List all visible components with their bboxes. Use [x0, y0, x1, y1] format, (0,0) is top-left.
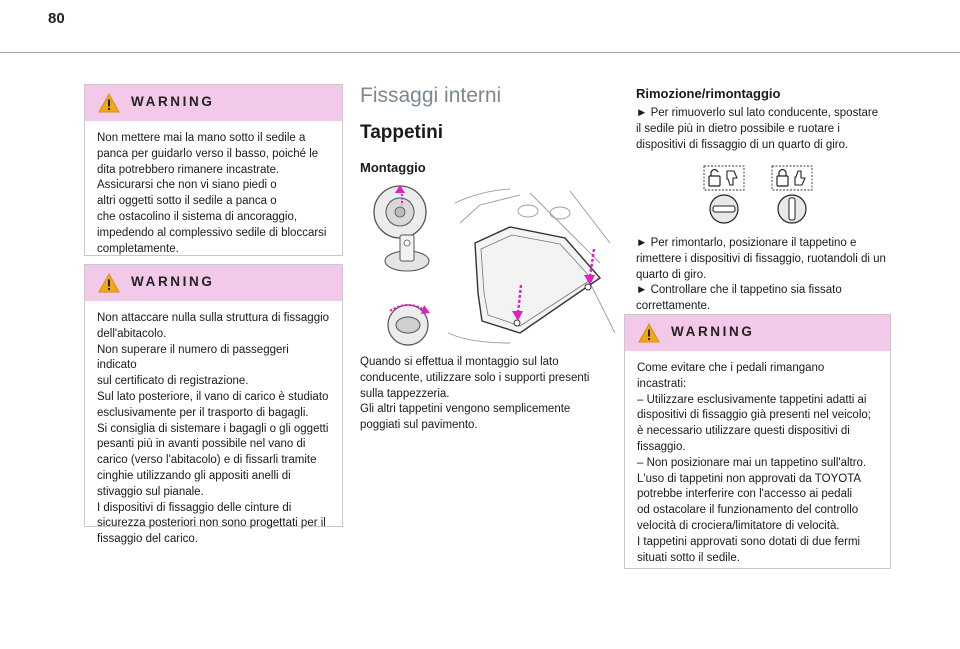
- lock-unlock-illustration: [700, 164, 820, 226]
- text-line: completamente.: [97, 242, 179, 255]
- text-line: – Utilizzare esclusivamente tappetini adatti ai: [637, 393, 867, 406]
- text-line: ► Per rimuoverlo sul lato conducente, spostare: [636, 107, 879, 119]
- warning-text: [625, 351, 890, 574]
- lock-diagram: [772, 166, 812, 223]
- text-line: Assicurarsi che non vi siano piedi o: [97, 179, 277, 192]
- text-line: esclusivamente per il trasporto di bagagli.: [97, 406, 309, 419]
- text-line: Non attaccare nulla sulla struttura di fissaggio: [97, 312, 330, 324]
- lock-icon: [777, 170, 788, 187]
- warning-triangle-icon: [98, 93, 120, 113]
- warning-triangle-icon: [98, 273, 120, 293]
- floor-mat-illustration: [360, 183, 616, 348]
- floor-mat-shape: [475, 227, 600, 333]
- text-line: stivaggio sul pianale.: [97, 485, 204, 498]
- clip-bottom-detail: [388, 305, 430, 345]
- warning-text: [85, 301, 342, 556]
- rimozione-step1: [636, 106, 896, 153]
- text-line: situati sotto il sedile.: [637, 551, 740, 564]
- text-line: sul certificato di registrazione.: [97, 375, 249, 388]
- warning-header: [85, 265, 342, 301]
- text-line: Si consiglia di sistemare i bagagli o gli oggetti: [97, 422, 329, 435]
- text-line: dispositivi di fissaggio già presenti nel veicolo;: [637, 409, 871, 422]
- warning-text: [85, 121, 342, 265]
- text-line: Non mettere mai la mano sotto il sedile a: [97, 132, 306, 144]
- warning-header: [85, 85, 342, 121]
- text-line: dita potrebbero rimanere incastrate.: [97, 163, 280, 176]
- text-line: impedendo al complessivo sedile di bloccarsi: [97, 226, 327, 239]
- page-number: 80: [48, 10, 65, 27]
- warning-label: WARNING: [131, 94, 215, 109]
- text-line: rimettere i dispositivi di fissaggio, ruotandoli di un: [636, 252, 886, 265]
- thumbs-down-icon: [727, 171, 737, 185]
- text-line: fissaggio.: [637, 440, 686, 453]
- text-line: Non superare il numero di passeggeri indicato: [97, 343, 289, 372]
- text-line: – Non posizionare mai un tappetino sull'altro.: [637, 456, 867, 469]
- text-line: ► Controllare che il tappetino sia fissato: [636, 284, 842, 297]
- warning-box-3: [624, 314, 891, 569]
- warning-box-1: [84, 84, 343, 256]
- text-line: Quando si effettua il montaggio sul lato: [360, 356, 559, 368]
- text-line: quarto di giro.: [636, 268, 707, 281]
- text-line: Sul lato posteriore, il vano di carico è studiato: [97, 390, 329, 403]
- header-rule: [0, 52, 960, 53]
- rimontaggio-steps: [636, 236, 901, 315]
- warning-label: WARNING: [131, 274, 215, 289]
- text-line: carico (verso l'abitacolo) e di fissarli tramite: [97, 454, 317, 467]
- text-line: poggiati sul pavimento.: [360, 419, 478, 432]
- text-line: L'uso di tappetini non approvati da TOYOTA: [637, 472, 862, 485]
- section-title: Fissaggi interni: [360, 84, 502, 107]
- text-line: altri oggetti sotto il sedile a panca o: [97, 195, 277, 208]
- text-line: I dispositivi di fissaggio delle cinture di: [97, 501, 292, 514]
- text-line: è necessario utilizzare questi dispositivi di: [637, 425, 850, 438]
- text-line: fissaggio del carico.: [97, 533, 198, 546]
- warning-header: [625, 315, 890, 351]
- text-line: I tappetini approvati sono dotati di due fermi: [637, 535, 861, 548]
- unlock-icon: [709, 170, 720, 187]
- text-line: correttamente.: [636, 300, 711, 313]
- fastener-turned-icon: [710, 195, 738, 223]
- text-line: Come evitare che i pedali rimangano: [637, 362, 825, 374]
- text-line: Gli altri tappetini vengono semplicemente: [360, 403, 571, 416]
- text-line: ► Per rimontarlo, posizionare il tappetino e: [636, 237, 857, 249]
- warning-label: WARNING: [671, 324, 755, 339]
- warning-box-2: [84, 264, 343, 546]
- thumbs-up-icon: [795, 171, 805, 185]
- text-line: potrebbe interferire con l'accesso ai pedali: [637, 488, 853, 501]
- text-line: velocità di crociera/limitatore di velocità.: [637, 519, 840, 532]
- text-line: incastrati:: [637, 377, 687, 390]
- montaggio-heading: Montaggio: [360, 160, 426, 175]
- text-line: od ostacolare il funzionamento del controllo: [637, 504, 859, 517]
- montaggio-paragraph: [360, 355, 610, 434]
- clip-hook-detail: [385, 235, 429, 271]
- fastener-locked-icon: [778, 195, 806, 223]
- warning-triangle-icon: [638, 323, 660, 343]
- text-line: pesanti più in avanti possibile nel vano di: [97, 438, 306, 451]
- text-line: che ostacolino il sistema di ancoraggio,: [97, 210, 298, 223]
- text-line: conducente, utilizzare solo i supporti presenti: [360, 371, 590, 384]
- text-line: sicurezza posteriori non sono progettati per il: [97, 517, 326, 530]
- text-line: il sedile più in dietro possibile e ruotare i: [636, 122, 840, 135]
- unlock-diagram: [704, 166, 744, 223]
- text-line: cinghie utilizzando gli appositi anelli di: [97, 469, 291, 482]
- clip-top-detail: [374, 185, 426, 238]
- text-line: panca per guidarlo verso il basso, poiché le: [97, 147, 319, 160]
- text-line: sulla tappezzeria.: [360, 387, 450, 400]
- text-line: dispositivi di fissaggio di un quarto di giro.: [636, 138, 849, 151]
- rimozione-heading: Rimozione/rimontaggio: [636, 86, 781, 101]
- text-line: dell'abitacolo.: [97, 327, 167, 340]
- subsection-title: Tappetini: [360, 122, 444, 143]
